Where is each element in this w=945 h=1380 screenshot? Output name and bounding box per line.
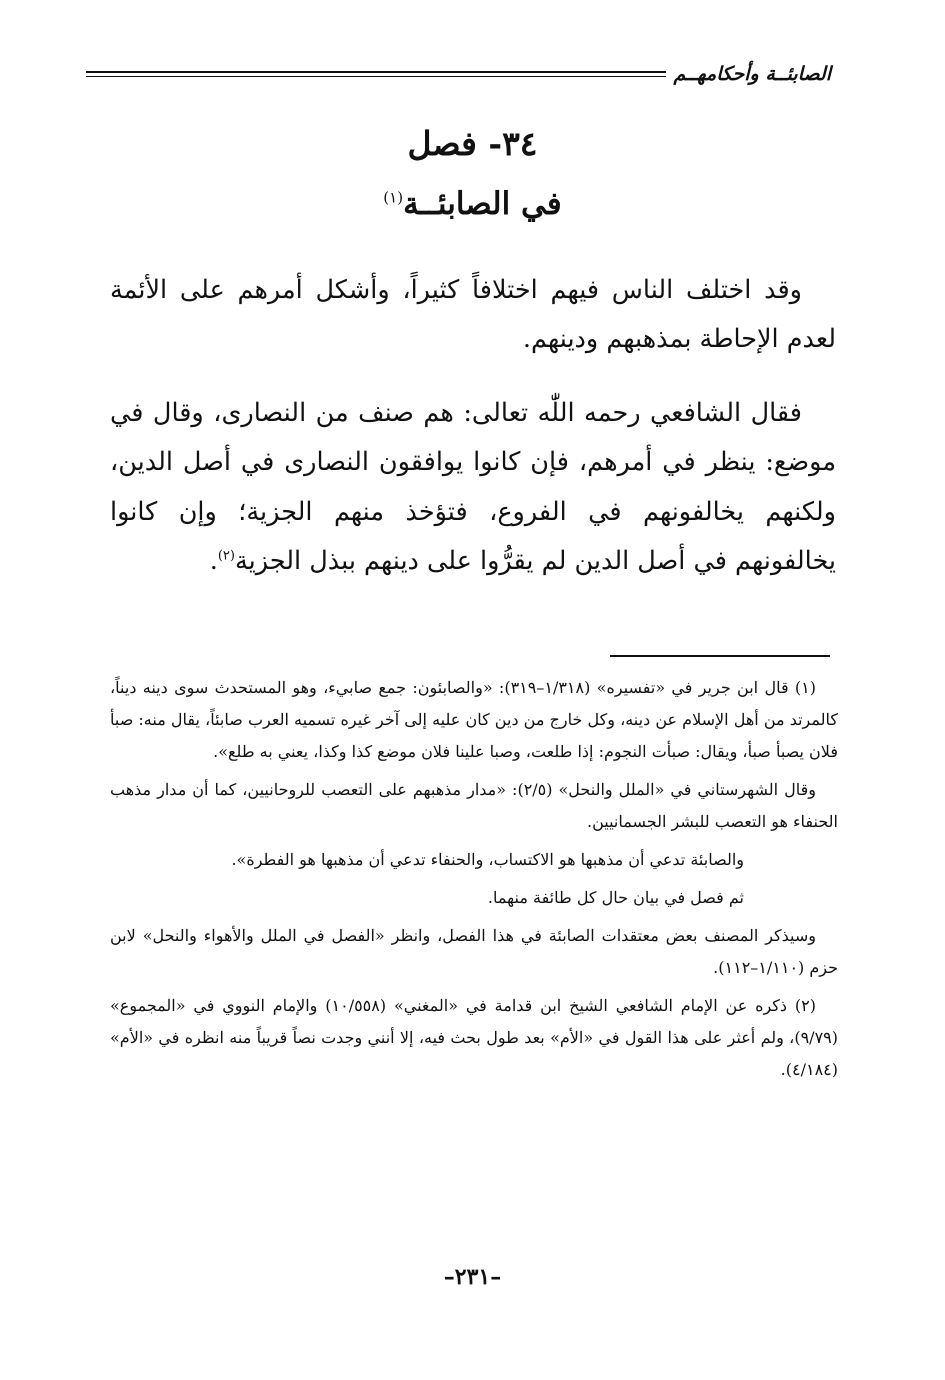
running-header [86, 60, 831, 88]
footnote-1-para-5: وسيذكر المصنف بعض معتقدات الصابئة في هذا الفصل، وانظر «الفصل في الملل والأهواء والنحل» لابن حزم (١/١١٠–١١٢). [110, 926, 838, 977]
header-rule [86, 71, 666, 77]
chapter-title-text: في الصابئــة [403, 186, 562, 222]
footnote-1: (١) قال ابن جرير في «تفسيره» (١/٣١٨–٣١٩): «والصابئون: جمع صابيء، وهو المستحدث سوى دينه ديناً، كالمرتد من أهل الإسلام عن دينه، وكل خارج من دين كان عليه إلى آخر غيره تسميه العرب صابئاً، يقال منه: صبأ فلان يصبأ صبأ، ويقال: صبأت النجوم: إذا طلعت، وصبا علينا فلان موضع كذا وكذا، يعني به طلع». [110, 678, 838, 761]
footnote-1-para-3: والصابئة تدعي أن مذهبها هو الاكتساب، والحنفاء تدعي أن مذهبها هو الفطرة». [231, 850, 744, 869]
paragraph-2-end: . [209, 546, 218, 577]
paragraph-2-text: فقال الشافعي رحمه اللّٰه تعالى: هم صنف من النصارى، وقال في موضع: ينظر في أمرهم، فإن كانوا يوافقون النصارى في أصل الدين، ولكنهم يخالفونهم في الفروع، فتؤخذ منهم الجزية؛ وإن كانوا يخالفونهم في أصل الدين لم يقرُّوا على دينهم ببذل الجزية [110, 397, 836, 577]
running-title: الصابئــة وأحكامهــم [673, 63, 831, 85]
footnotes [110, 672, 838, 1092]
paragraph-1: وقد اختلف الناس فيهم اختلافاً كثيراً، وأشكل أمرهم على الأئمة لعدم الإحاطة بمذهبهم ودينهم. [110, 275, 836, 355]
footnote-1-para-2: وقال الشهرستاني في «الملل والنحل» (٢/٥): «مدار مذهبهم على التعصب للروحانيين، كما أن مدار مذهب الحنفاء هو التعصب للبشر الجسمانيين. [110, 780, 838, 831]
footnote-1-para-4: ثم فصل في بيان حال كل طائفة منهما. [487, 888, 744, 907]
footnote-2: (٢) ذكره عن الإمام الشافعي الشيخ ابن قدامة في «المغني» (١٠/٥٥٨) والإمام النووي في «المجموع» (٩/٧٩)، ولم أعثر على هذا القول في «الأم» بعد طول بحث فيه، إلا أنني وجدت نصاً قريباً منه انظره في «الأم» (٤/١٨٤). [110, 996, 838, 1079]
footnote-ref-2: (٢) [217, 548, 235, 564]
page-number: –٢٣١– [443, 1264, 502, 1290]
footnote-separator [610, 655, 830, 657]
chapter-number: ٣٤- فصل [407, 124, 538, 163]
paragraph-2 [110, 389, 836, 587]
footnote-ref-1: (١) [383, 188, 404, 207]
chapter-title [0, 186, 945, 222]
main-text [110, 266, 836, 611]
